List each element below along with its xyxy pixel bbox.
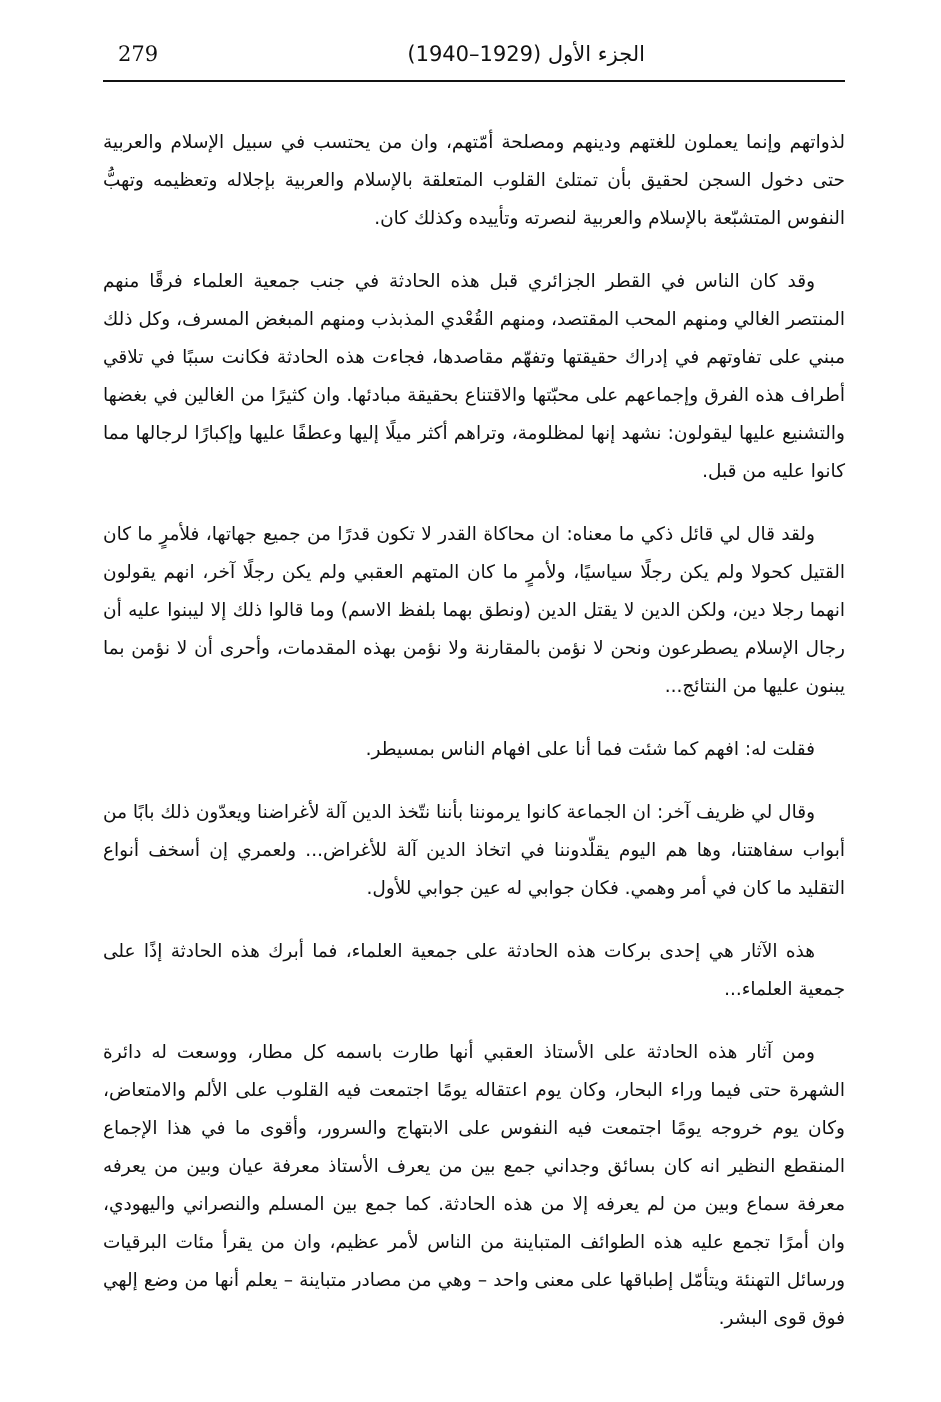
page-number: 279 — [118, 42, 159, 66]
paragraph: وقد كان الناس في القطر الجزائري قبل هذه الحادثة في جنب جمعية العلماء فرقًا منهم المنتصر الغالي ومنهم المحب المقتصد، ومنهم القُعْدي المذبذب ومنهم المبغض المسرف، وكل ذلك مبني على تفاوتهم في إدراك حقيقتها وتفهّم مقاصدها، فجاءت هذه الحادثة فكانت سببًا في تلاقي أطراف هذه الفرق وإجماعهم على محبّتها والاقتناع بحقيقة مبادئها. وان كثيرًا من الغالين في بغضها والتشنيع عليها ليقولون: نشهد إنها لمظلومة، وتراهم أكثر ميلًا إليها وعطفًا عليها وإكبارًا لرجالها مما كانوا عليه من قبل. — [103, 271, 845, 482]
paragraph: ومن آثار هذه الحادثة على الأستاذ العقبي أنها طارت باسمه كل مطار، ووسعت له دائرة الشهرة حتى فيما وراء البحار، وكان يوم اعتقاله يومًا اجتمعت فيه القلوب على الألم والامتعاض، وكان يوم خروجه يومًا اجتمعت فيه النفوس على الابتهاج والسرور، وأقوى ما في هذا الإجماع المنقطع النظير انه كان بسائق وجداني جمع بين من يعرف الأستاذ معرفة عيان وبين من يعرفه معرفة سماع وبين من لم يعرفه إلا من هذه الحادثة. كما جمع بين المسلم والنصراني واليهودي، وان أمرًا تجمع عليه هذه الطوائف المتباينة من الناس لأمر عظيم، وان من يقرأ مئات البرقيات ورسائل التهنئة ويتأمّل إطباقها على معنى واحد – وهي من مصادر متباينة – يعلم أنها من وضع إلهي فوق قوى البشر. — [103, 1042, 845, 1329]
paragraph: لذواتهم وإنما يعملون للغتهم ودينهم ومصلحة أمّتهم، وان من يحتسب في سبيل الإسلام والعربية حتى دخول السجن لحقيق بأن تمتلئ القلوب المتعلقة بالإسلام والعربية بإجلاله وتعظيمه وتهبُّ النفوس المتشبّعة بالإسلام والعربية لنصرته وتأييده وكذلك كان. — [103, 132, 845, 229]
page-body — [103, 124, 845, 1363]
paragraph: ولقد قال لي قائل ذكي ما معناه: ان محاكاة القدر لا تكون قدرًا من جميع جهاتها، فلأمرٍ ما كان القتيل كحولا ولم يكن رجلًا سياسيًا، ولأمرٍ ما كان المتهم العقبي ولم يكن رجلًا آخر، انهم يقولون انهما رجلا دين، ولكن الدين لا يقتل الدين (ونطق بهما بلفظ الاسم) وما قالوا ذلك إلا ليبنوا عليه أن رجال الإسلام يصطرعون ونحن لا نؤمن بالمقارنة ولا نؤمن بهذه المقدمات، وأحرى أن لا نؤمن بما يبنون عليها من النتائج... — [103, 524, 845, 697]
paragraph: وقال لي ظريف آخر: ان الجماعة كانوا يرموننا بأننا نتّخذ الدين آلة لأغراضنا ويعدّون ذلك بابًا من أبواب سفاهتنا، وها هم اليوم يقلّدوننا في اتخاذ الدين آلة للأغراض... ولعمري إن أسخف أنواع التقليد ما كان في أمر وهمي. فكان جوابي له عين جوابي للأول. — [103, 802, 845, 899]
paragraph: فقلت له: افهم كما شئت فما أنا على افهام الناس بمسيطر. — [365, 739, 815, 760]
running-title: الجزء الأول (1929–1940) — [407, 42, 645, 66]
paragraph: هذه الآثار هي إحدى بركات هذه الحادثة على جمعية العلماء، فما أبرك هذه الحادثة إذًا على جمعية العلماء... — [103, 941, 845, 1000]
running-header — [100, 38, 845, 78]
header-rule — [103, 80, 845, 82]
